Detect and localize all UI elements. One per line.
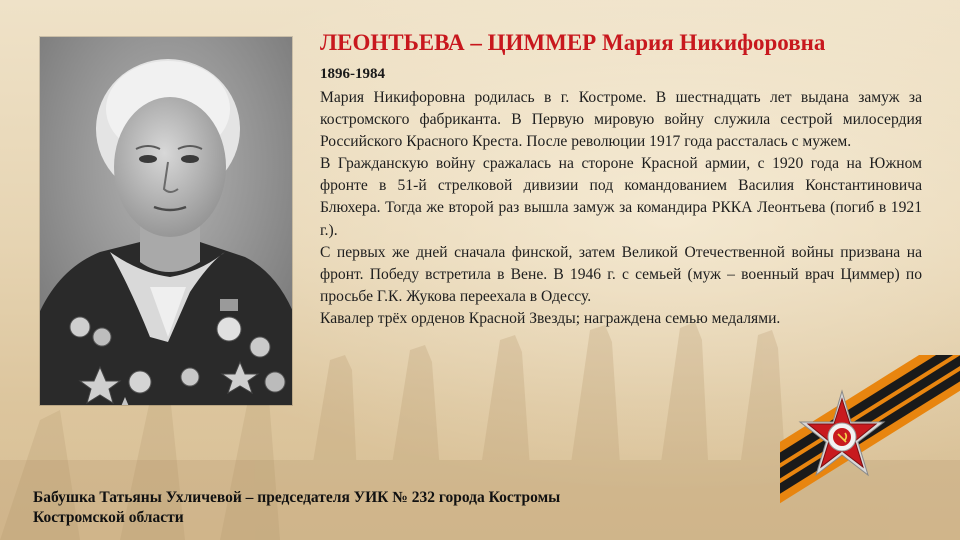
st-george-ribbon bbox=[780, 355, 960, 540]
portrait-photo bbox=[40, 37, 292, 405]
bio-paragraph: С первых же дней сначала финской, затем Великой Отечественной войны призвана на фронт. Победу встретила в Вене. В 1946 г. с семьей (муж – военный врач Циммер) по просьбе Г.К. Жукова переехала в Одессу. bbox=[320, 243, 922, 305]
page-title: ЛЕОНТЬЕВА – ЦИММЕР Мария Никифоровна bbox=[320, 30, 826, 55]
biography-text bbox=[320, 87, 922, 330]
portrait-illustration bbox=[40, 37, 292, 405]
caption bbox=[33, 488, 733, 528]
bio-paragraph: Мария Никифоровна родилась в г. Костроме. В шестнадцать лет выдана замуж за костромского фабриканта. В Первую мировую войну служила сестрой милосердия Российского Красного Креста. После революции 1917 года рассталась с мужем. bbox=[320, 89, 922, 151]
caption-line-1: Бабушка Татьяны Ухличевой – председателя УИК № 232 города Костромы bbox=[33, 489, 561, 506]
life-years: 1896-1984 bbox=[320, 66, 385, 82]
bio-paragraph: Кавалер трёх орденов Красной Звезды; награждена семью медалями. bbox=[320, 309, 781, 327]
bio-paragraph: В Гражданскую войну сражалась на стороне Красной армии, с 1920 года на Южном фронте в 51-й стрелковой дивизии под командованием Василия Константиновича Блюхера. Тогда же второй раз вышла замуж за командира РККА Леонтьева (погиб в 1921 г.). bbox=[320, 155, 922, 239]
caption-line-2: Костромской области bbox=[33, 509, 184, 526]
